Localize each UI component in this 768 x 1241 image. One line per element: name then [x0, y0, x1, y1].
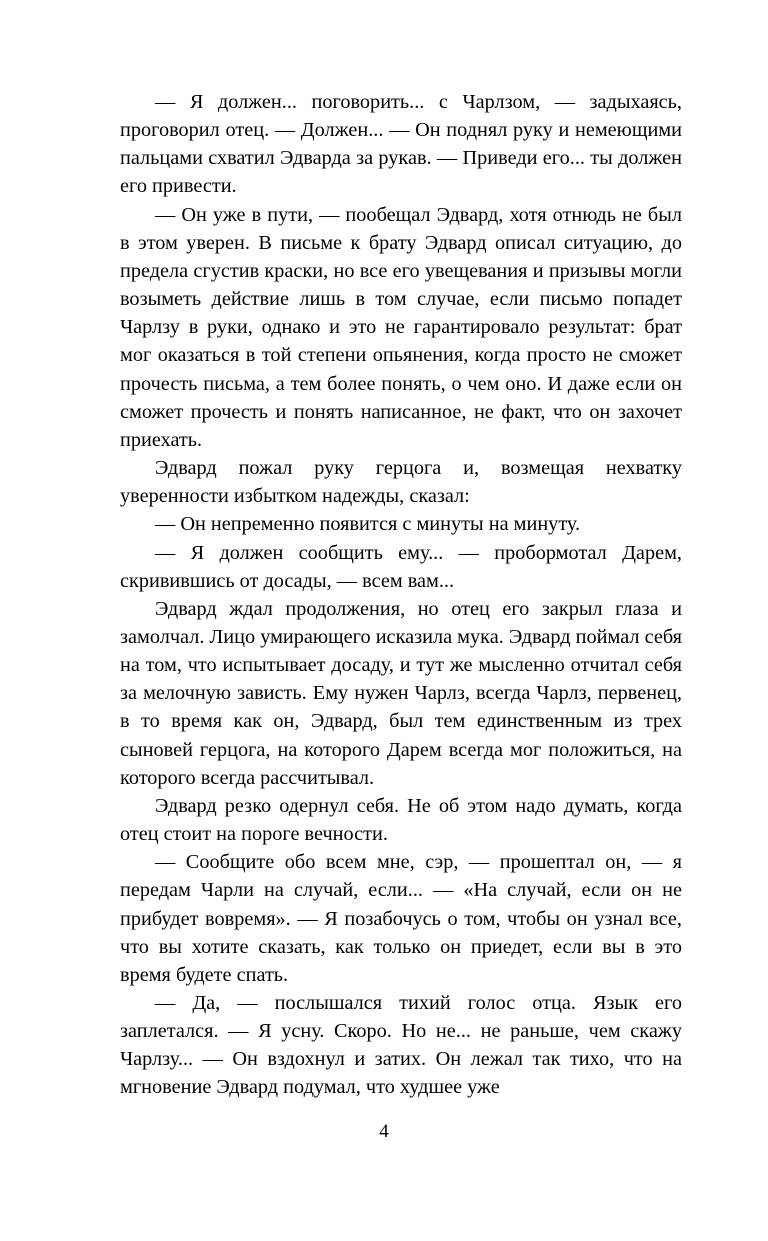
paragraph: Эдвард ждал продолжения, но отец его закрыл глаза и замолчал. Лицо умирающего исказила мука. Эдвард поймал себя на том, что испытывает досаду, и тут же мысленно отчитал себя за мелочную зависть. Ему нужен Чарлз, всегда Чарлз, первенец, в то время как он, Эдвард, был тем единственным из трех сыновей герцога, на которого Дарем всегда мог положиться, на которого всегда рассчитывал.	[120, 597, 682, 789]
paragraph: — Он уже в пути, — пообещал Эдвард, хотя отнюдь не был в этом уверен. В письме к брату Эдвард описал ситуацию, до предела сгустив краски, но все его увещевания и призывы могли возыметь действие лишь в том случае, если письмо попадет Чарлзу в руки, однако и это не гарантировало результат: брат мог оказаться в той степени опьянения, когда просто не сможет прочесть письма, а тем более понять, о чем оно. И даже если он сможет прочесть и понять написанное, не факт, что он захочет приехать.	[120, 203, 682, 451]
page-number: 4	[379, 1121, 389, 1142]
paragraph: — Я должен... поговорить... с Чарлзом, — задыхаясь, проговорил отец. — Должен... — Он поднял руку и немеющими пальцами схватил Эдварда за рукав. — Приведи его... ты должен его привести.	[120, 91, 682, 198]
paragraph: Эдвард резко одернул себя. Не об этом надо думать, когда отец стоит на пороге вечности.	[120, 794, 682, 846]
paragraph: — Да, — послышался тихий голос отца. Язык его заплетался. — Я усну. Скоро. Но не... не раньше, чем скажу Чарлзу... — Он вздохнул и затих. Он лежал так тихо, что на мгновение Эдвард подумал, что худшее уже	[120, 992, 682, 1099]
paragraph: Эдвард пожал руку герцога и, возмещая нехватку уверенности избытком надежды, сказал:	[120, 457, 682, 508]
paragraph: — Он непременно появится с минуты на минуту.	[155, 513, 581, 536]
paragraph: — Сообщите обо всем мне, сэр, — прошептал он, — я передам Чарли на случай, если... — «На случай, если он не прибудет вовремя». — Я позабочусь о том, чтобы он узнал все, что вы хотите сказать, как только он приедет, если вы в это время будете спать.	[120, 851, 682, 986]
paragraph: — Я должен сообщить ему... — пробормотал Дарем, скривившись от досады, — всем вам...	[120, 541, 682, 592]
page-text-block	[120, 88, 682, 1102]
